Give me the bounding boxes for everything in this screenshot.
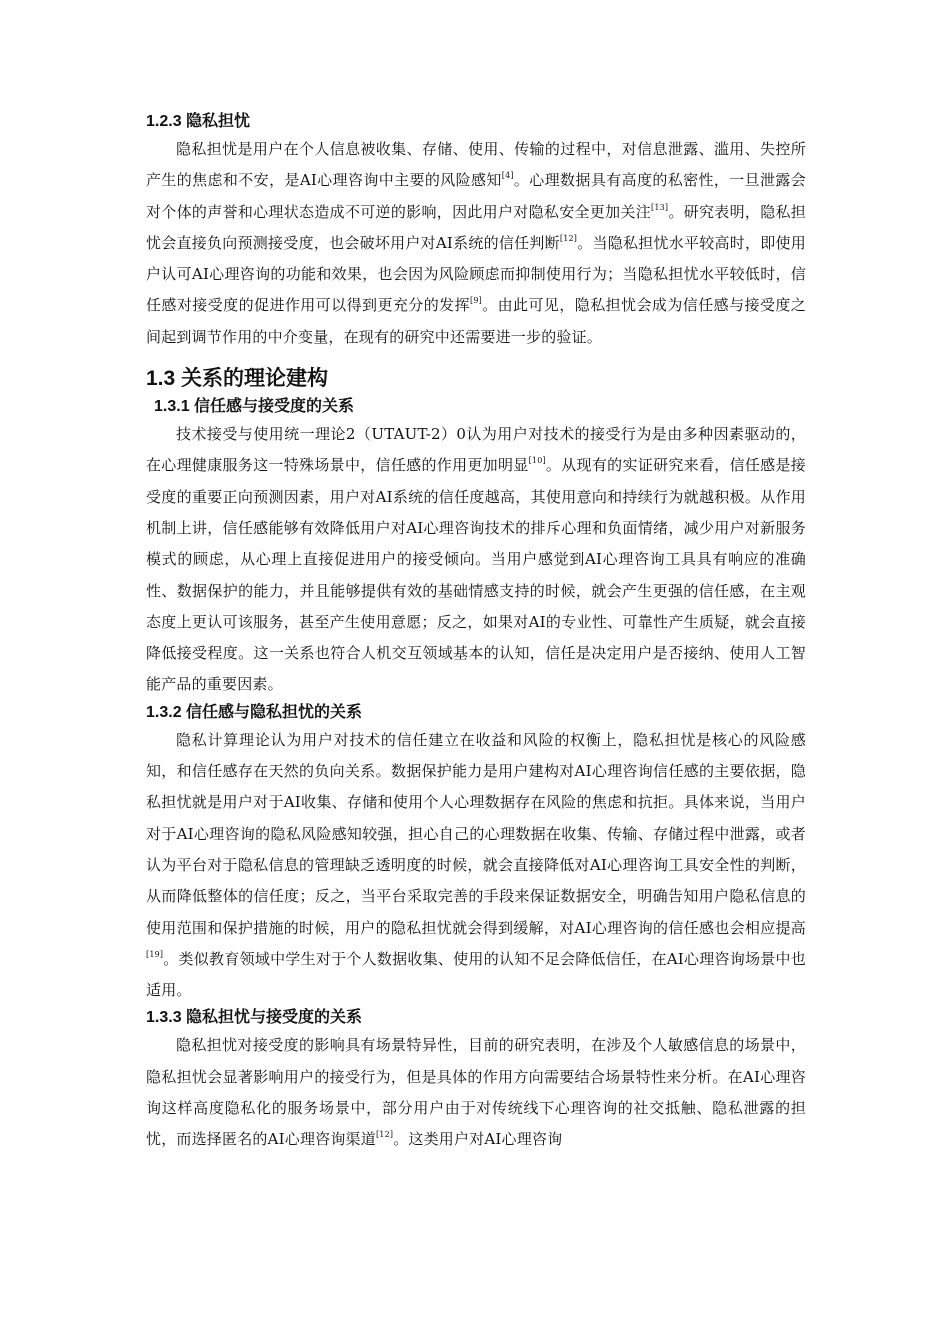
text-run: 。类似教育领域中学生对于个人数据收集、使用的认知不足会降低信任，在AI心理咨询场景中也适用。	[146, 949, 806, 1000]
citation-ref: [12]	[559, 233, 578, 243]
section-heading-1-3-2: 1.3.2 信任感与隐私担忧的关系	[146, 703, 363, 721]
paragraph-trust-acceptance	[146, 419, 806, 701]
text-run: 隐私计算理论认为用户对技术的信任建立在收益和风险的权衡上，隐私担忧是核心的风险感知，和信任感存在天然的负向关系。数据保护能力是用户建构对AI心理咨询信任感的主要依据，隐私担忧就是用户对于AI收集、存储和使用个人心理数据存在风险的焦虑和抗拒。具体来说，当用户对于AI心理咨询的隐私风险感知较强，担心自己的心理数据在收集、传输、存储过程中泄露，或者认为平台对于隐私信息的管理缺乏透明度的时候，就会直接降低对AI心理咨询工具安全性的判断，从而降低整体的信任度；反之，当平台采取完善的手段来保证数据安全，明确告知用户隐私信息的使用范围和保护措施的时候，用户的隐私担忧就会得到缓解，对AI心理咨询的信任感也会相应提高	[146, 730, 806, 937]
text-run: 。心理数据具有高度的私密性，一旦泄露会对个体的声誉和心理状态造成不可逆的影响，因此用户对隐私安全更加关注	[146, 171, 806, 221]
section-heading-1-3-3: 1.3.3 隐私担忧与接受度的关系	[146, 1009, 363, 1027]
text-run: 。这类用户对AI心理咨询	[393, 1130, 563, 1149]
chapter-heading-1-3: 1.3 关系的理论建构	[146, 367, 329, 391]
text-run: 。由此可见，隐私担忧会成为信任感与接受度之间起到调节作用的中介变量，在现有的研究中还需要进一步的验证。	[146, 296, 806, 346]
text-run: 隐私担忧对接受度的影响具有场景特异性，目前的研究表明，在涉及个人敏感信息的场景中，隐私担忧会显著影响用户的接受行为，但是具体的作用方向需要结合场景特性来分析。在AI心理咨询这样高度隐私化的服务场景中，部分用户由于对传统线下心理咨询的社交抵触、隐私泄露的担忧，而选择匿名的AI心理咨询渠道	[146, 1036, 806, 1149]
paragraph-trust-privacy	[146, 725, 806, 1007]
citation-ref: [13]	[651, 202, 669, 212]
paragraph-privacy-acceptance	[146, 1030, 806, 1155]
paragraph-privacy-concern	[146, 134, 806, 353]
citation-ref: [10]	[528, 456, 546, 466]
section-heading-1-2-3: 1.2.3 隐私担忧	[146, 113, 251, 130]
citation-ref: [19]	[146, 949, 164, 959]
text-run: 隐私担忧是用户在个人信息被收集、存储、使用、传输的过程中，对信息泄露、滥用、失控所产生的焦虑和不安，是AI心理咨询中主要的风险感知	[146, 140, 806, 190]
section-heading-1-3-1: 1.3.1 信任感与接受度的关系	[154, 398, 355, 416]
text-run: 。研究表明，隐私担忧会直接负向预测接受度，也会破坏用户对AI系统的信任判断	[146, 202, 806, 252]
text-run: 。当隐私担忧水平较高时，即使用户认可AI心理咨询的功能和效果，也会因为风险顾虑而抑制使用行为；当隐私担忧水平较低时，信任感对接受度的促进作用可以得到更充分的发挥	[146, 233, 806, 315]
citation-ref: [9]	[470, 296, 482, 306]
document-page	[146, 110, 806, 1156]
citation-ref: [4]	[501, 171, 514, 181]
citation-ref: [12]	[375, 1130, 394, 1140]
text-run: 技术接受与使用统一理论2（UTAUT-2）0认为用户对技术的接受行为是由多种因素驱动的，在心理健康服务这一特殊场景中，信任感的作用更加明显	[146, 425, 806, 475]
text-run: 。从现有的实证研究来看，信任感是接受度的重要正向预测因素，用户对AI系统的信任度越高，其使用意向和持续行为就越积极。从作用机制上讲，信任感能够有效降低用户对AI心理咨询技术的排斥心理和负面情绪，减少用户对新服务模式的顾虑，从心理上直接促进用户的接受倾向。当用户感觉到AI心理咨询工具具有响应的准确性、数据保护的能力，并且能够提供有效的基础情感支持的时候，就会产生更强的信任感，在主观态度上更认可该服务，甚至产生使用意愿；反之，如果对AI的专业性、可靠性产生质疑，就会直接降低接受程度。这一关系也符合人机交互领域基本的认知，信任是决定用户是否接纳、使用人工智能产品的重要因素。	[146, 456, 806, 694]
